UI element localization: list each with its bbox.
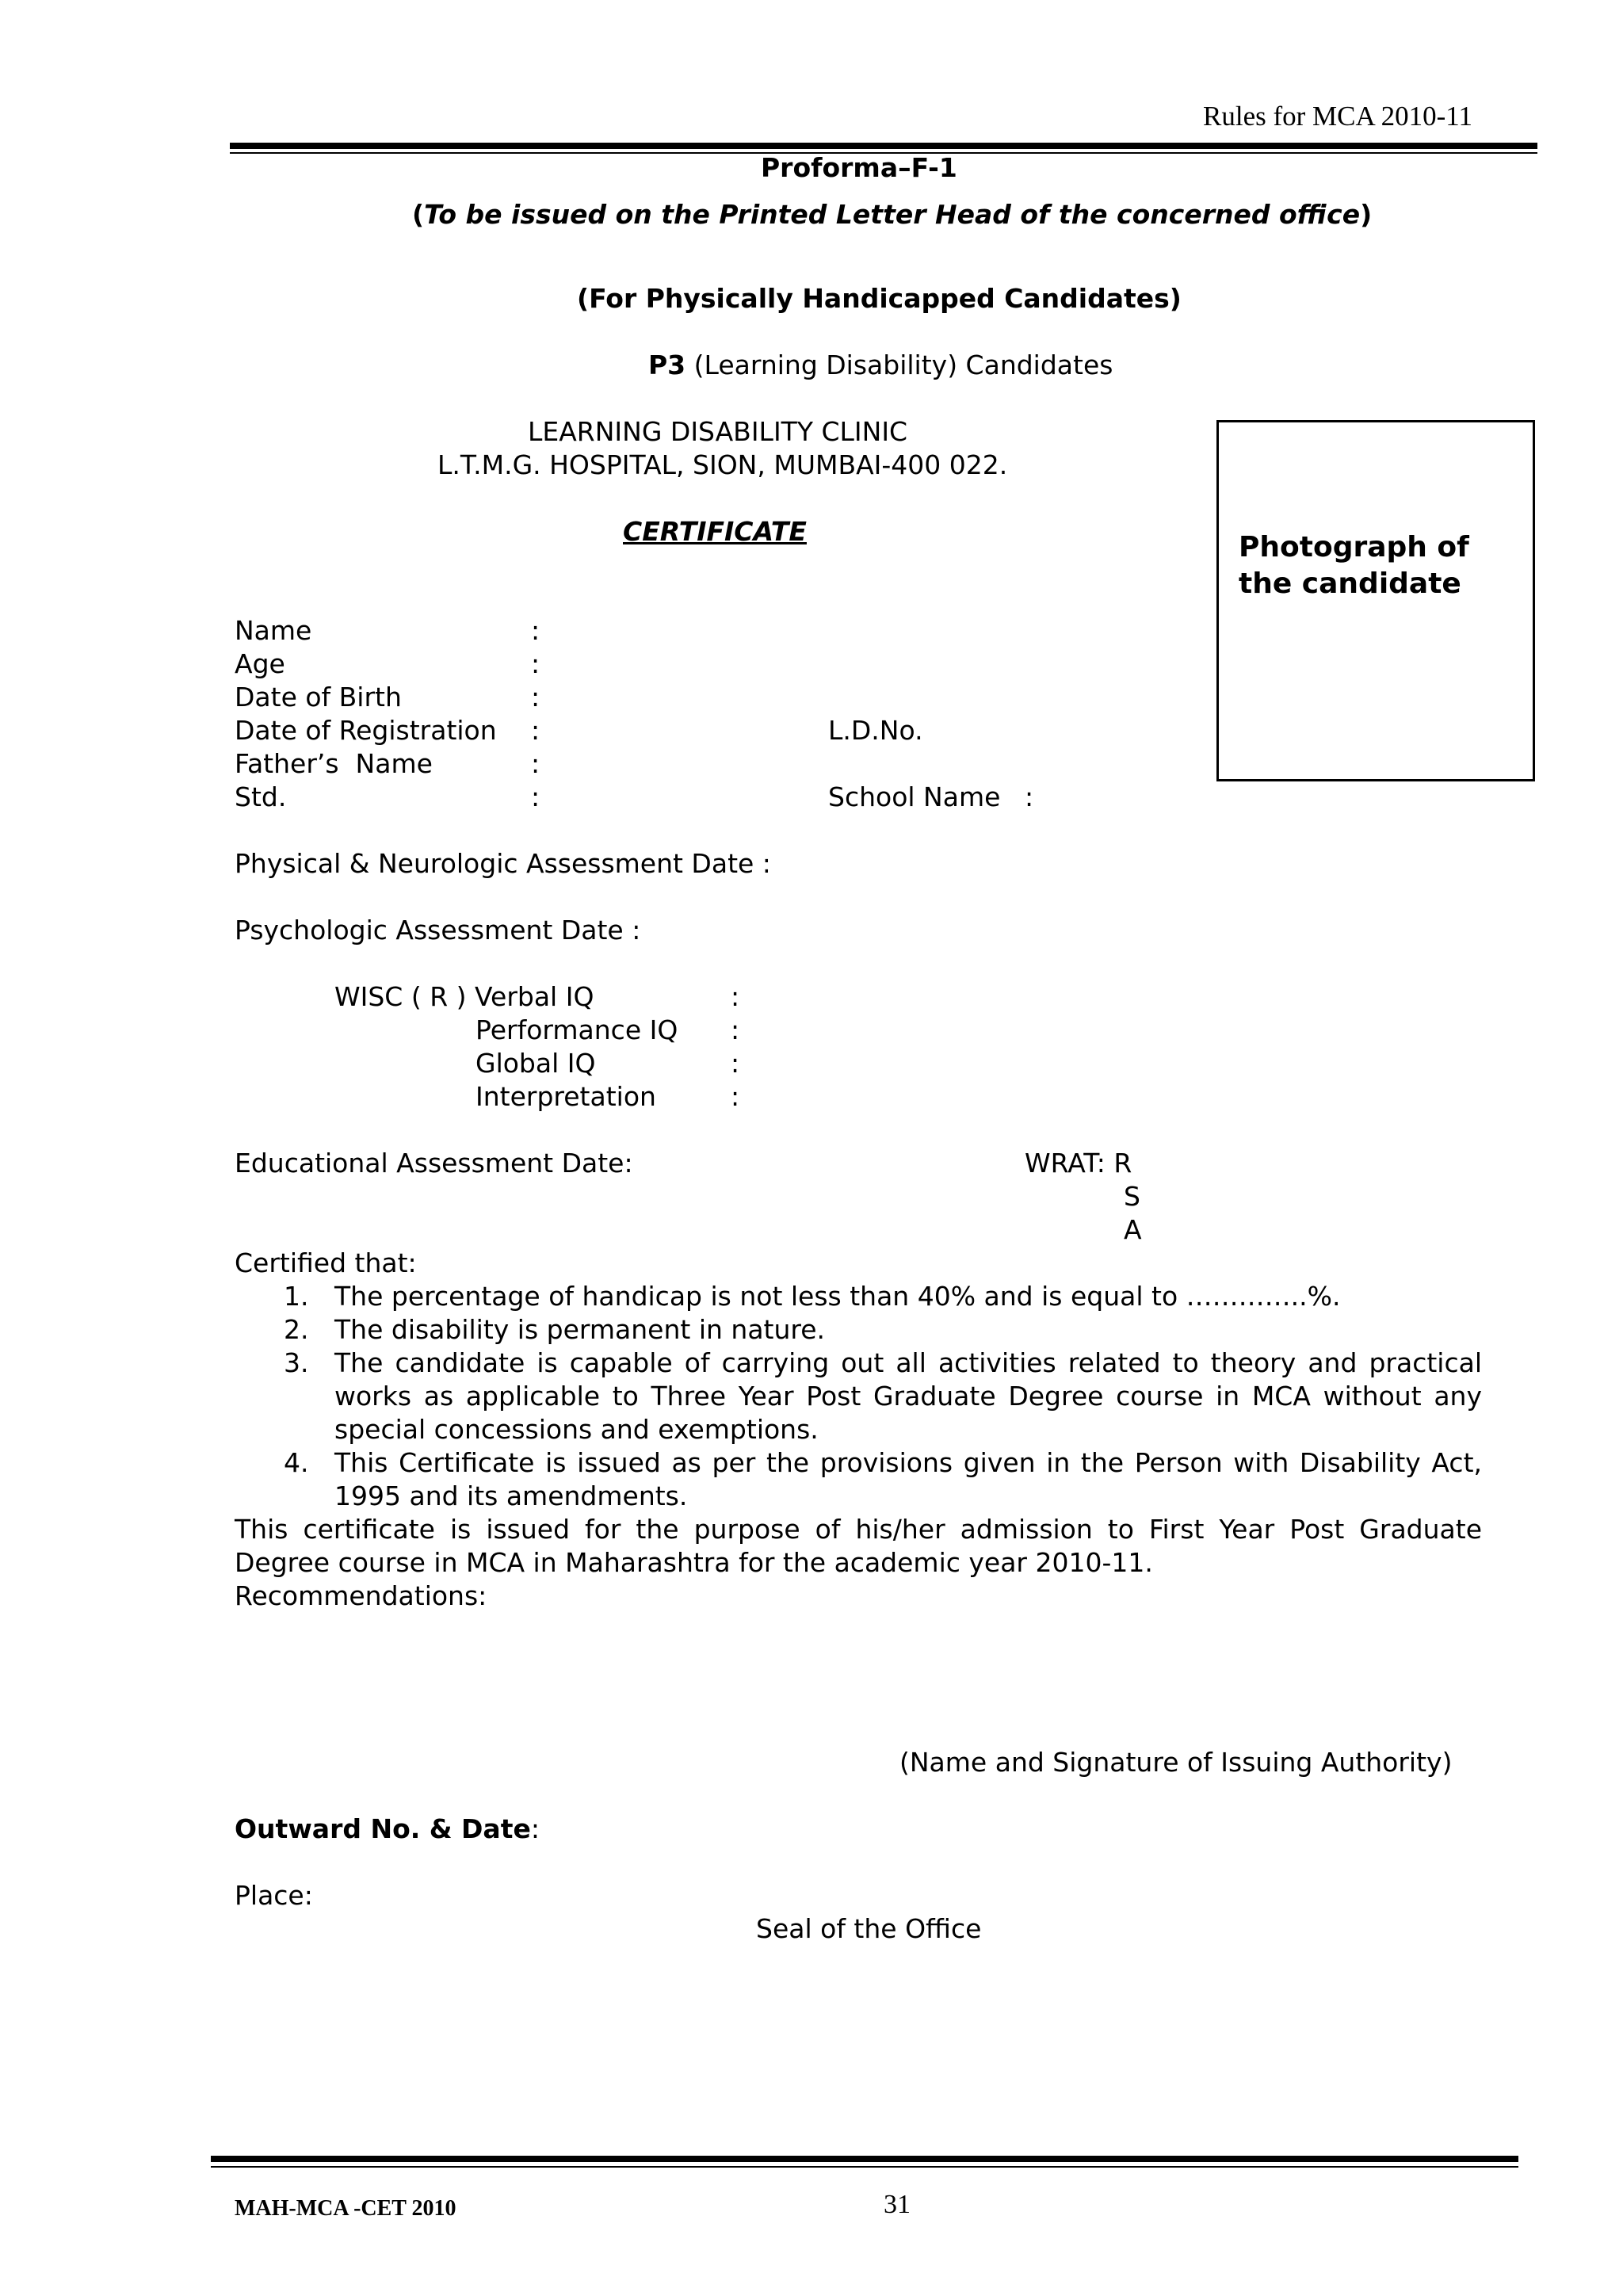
certified-intro: Certified that: <box>235 1247 417 1278</box>
educational-assessment-date: Educational Assessment Date: <box>235 1148 633 1179</box>
issued-note-close: ) <box>1360 199 1373 230</box>
psychologic-assessment-date: Psychologic Assessment Date : <box>235 915 641 946</box>
certified-item-3-text: The candidate is capable of carrying out all activities related to theory and practical works as applicable to Three Year Post Graduate Degree course in MCA without any special concessions and exemptions. <box>334 1347 1482 1445</box>
outward-colon: : <box>530 1813 540 1844</box>
wisc-global-colon: : <box>731 1048 740 1079</box>
field-ld-no-label: L.D.No. <box>828 715 923 746</box>
field-father-name-colon: : <box>531 748 540 779</box>
field-std-label: Std. <box>235 781 287 812</box>
outward-no-date <box>235 1813 540 1846</box>
running-header: Rules for MCA 2010-11 <box>1203 101 1472 132</box>
place-label: Place: <box>235 1880 313 1911</box>
seal-of-office: Seal of the Office <box>756 1913 982 1944</box>
page-number: 31 <box>884 2190 911 2219</box>
physical-assessment-date: Physical & Neurologic Assessment Date : <box>235 848 771 879</box>
certified-item-4-num: 4. <box>284 1447 309 1478</box>
field-school-name-label: School Name <box>828 781 1001 812</box>
certified-item-4-text: This Certificate is issued as per the provisions given in the Person with Disability Act, 1995 and its amendments. <box>334 1447 1482 1511</box>
field-father-name-label: Father’s Name <box>235 748 433 779</box>
proforma-title: Proforma–F-1 <box>761 152 957 183</box>
wisc-global-label: Global IQ <box>475 1048 596 1079</box>
field-age-label: Age <box>235 648 285 679</box>
wisc-interpretation-colon: : <box>731 1081 740 1112</box>
recommendations-label: Recommendations: <box>235 1580 487 1611</box>
field-school-name-colon: : <box>1025 781 1034 812</box>
certificate-heading: CERTIFICATE <box>623 516 807 547</box>
wisc-verbal-label: Verbal IQ <box>475 981 594 1012</box>
p3-code: P3 <box>648 350 686 380</box>
field-registration-colon: : <box>531 715 540 746</box>
wisc-row-verbal <box>334 980 594 1014</box>
wrat-a: A <box>1124 1214 1142 1245</box>
header-rule-thick <box>230 143 1537 149</box>
certified-item-1-num: 1. <box>284 1281 309 1312</box>
field-age-colon: : <box>531 648 540 679</box>
wisc-prefix: WISC ( R ) <box>334 981 475 1012</box>
issuing-authority-signature: (Name and Signature of Issuing Authority) <box>899 1747 1453 1778</box>
purpose-statement: This certificate is issued for the purpose of his/her admission to First Year Post Graduate Degree course in MCA in Maharashtra for the academic year 2010-11. <box>235 1514 1482 1578</box>
issued-note-text: To be issued on the Printed Letter Head of the concerned office <box>424 199 1361 230</box>
certified-item-1-text: The percentage of handicap is not less than 40% and is equal to …………..%. <box>334 1281 1341 1312</box>
certified-item-2-num: 2. <box>284 1314 309 1345</box>
category-heading: (For Physically Handicapped Candidates) <box>577 283 1182 314</box>
outward-label: Outward No. & Date <box>235 1813 531 1844</box>
wisc-verbal-colon: : <box>731 981 740 1012</box>
field-name-label: Name <box>235 615 312 646</box>
field-dob-colon: : <box>531 682 540 712</box>
field-std-colon: : <box>531 781 540 812</box>
clinic-name: LEARNING DISABILITY CLINIC <box>528 416 908 447</box>
certified-item-3-num: 3. <box>284 1347 309 1378</box>
wisc-performance-colon: : <box>731 1014 740 1045</box>
field-dob-label: Date of Birth <box>235 682 402 712</box>
photograph-label: Photograph of the candidate <box>1239 531 1469 600</box>
issued-note-open: ( <box>412 199 425 230</box>
footer-rule-thick <box>211 2156 1518 2162</box>
clinic-address: L.T.M.G. HOSPITAL, SION, MUMBAI-400 022. <box>437 449 1008 480</box>
certified-item-2-text: The disability is permanent in nature. <box>334 1314 826 1345</box>
wisc-performance-label: Performance IQ <box>475 1014 678 1045</box>
p3-heading <box>648 349 1113 382</box>
wrat-s: S <box>1124 1181 1140 1212</box>
field-registration-label: Date of Registration <box>235 715 497 746</box>
photograph-box <box>1216 420 1535 781</box>
issued-note <box>412 198 1372 231</box>
footer-exam-name: MAH-MCA -CET 2010 <box>235 2196 456 2221</box>
wisc-interpretation-label: Interpretation <box>475 1081 656 1112</box>
footer-rule-thin <box>211 2166 1518 2168</box>
p3-description: (Learning Disability) Candidates <box>685 350 1113 380</box>
wrat-label: WRAT: R <box>1025 1148 1132 1179</box>
field-name-colon: : <box>531 615 540 646</box>
